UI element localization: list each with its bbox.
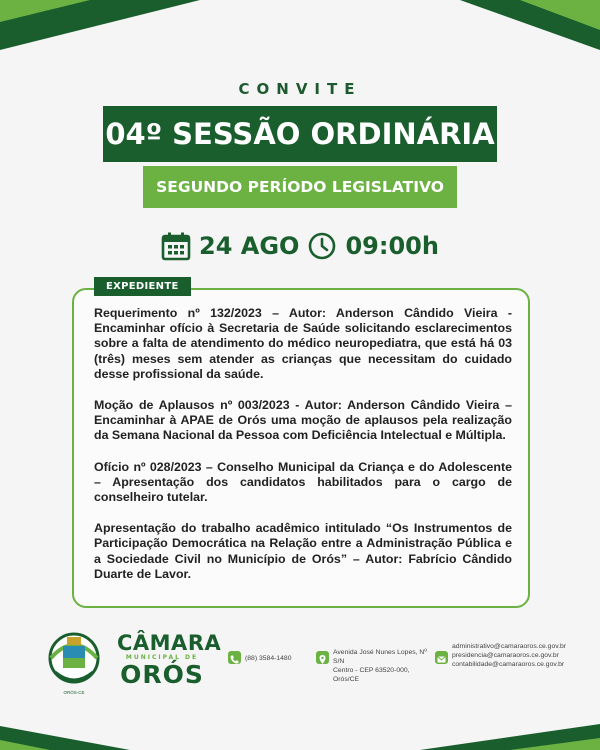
corner-accent-top-left [0, 0, 90, 22]
email-link[interactable]: contabilidade@camaraoros.ce.gov.br [452, 661, 565, 668]
address: Avenida José Nunes Lopes, Nº S/N Centro - CEP 63520-000, Orós/CE [333, 649, 427, 683]
location-pin-icon [316, 651, 329, 664]
municipal-seal-icon [45, 628, 103, 690]
list-item: Ofício nº 028/2023 – Conselho Municipal da Criança e do Adolescente – Apresentação dos candidatos habilitados para o cargo de conselheiro tutelar. [94, 459, 512, 505]
email-link[interactable]: administrativo@camaraoros.ce.gov.br [452, 643, 567, 650]
corner-accent-bottom-left [0, 740, 50, 750]
expediente-list [94, 306, 512, 598]
list-item: Apresentação do trabalho acadêmico intitulado “Os Instrumentos de Participação Democrática na Relação entre a Administração Pública e a Sociedade Civil no Município de Orós” – Autor: Fabrício Cândido Duarte de Lavor. [94, 521, 512, 581]
logo-bottom: ORÓS [120, 660, 204, 689]
corner-accent-top-right [520, 0, 600, 30]
seal-caption: ORÓS-CE [63, 690, 85, 695]
event-time: 09:00h [345, 232, 439, 260]
corner-accent-bottom-right [510, 738, 600, 750]
list-item: Moção de Aplausos nº 003/2023 - Autor: Anderson Cândido Vieira – Encaminhar à APAE de Orós uma moção de aplausos pela realização da Semana Nacional da Pessoa com Deficiência Intelectual e Múltipla. [94, 398, 512, 443]
clock-icon [307, 231, 337, 261]
phone-number: (88) 3584-1480 [245, 655, 292, 662]
footer [0, 624, 600, 694]
chamber-logo [117, 631, 222, 689]
event-date: 24 AGO [199, 232, 300, 260]
page-title: 04º SESSÃO ORDINÁRIA [103, 106, 497, 162]
expediente-label: EXPEDIENTE [94, 277, 191, 296]
eyebrow-text: CONVITE [238, 80, 362, 98]
calendar-icon [161, 231, 191, 261]
date-time-row [0, 228, 600, 264]
phone-icon [228, 651, 241, 664]
logo-mid: MUNICIPAL DE [125, 654, 199, 661]
email-icon [435, 651, 448, 664]
logo-top: CÂMARA [117, 631, 222, 655]
page-subtitle: SEGUNDO PERÍODO LEGISLATIVO [143, 166, 457, 208]
email-list [452, 642, 572, 669]
list-item: Requerimento nº 132/2023 – Autor: Anderson Cândido Vieira - Encaminhar ofício à Secretaria de Saúde solicitando esclarecimentos sobre a falta de atendimento do médico neuropediatra, que está há 03 (três) meses sem atender as crianças que necessitam do cuidado desse profissional da saúde. [94, 306, 512, 381]
email-link[interactable]: presidencia@camaraoros.ce.gov.br [452, 652, 559, 659]
